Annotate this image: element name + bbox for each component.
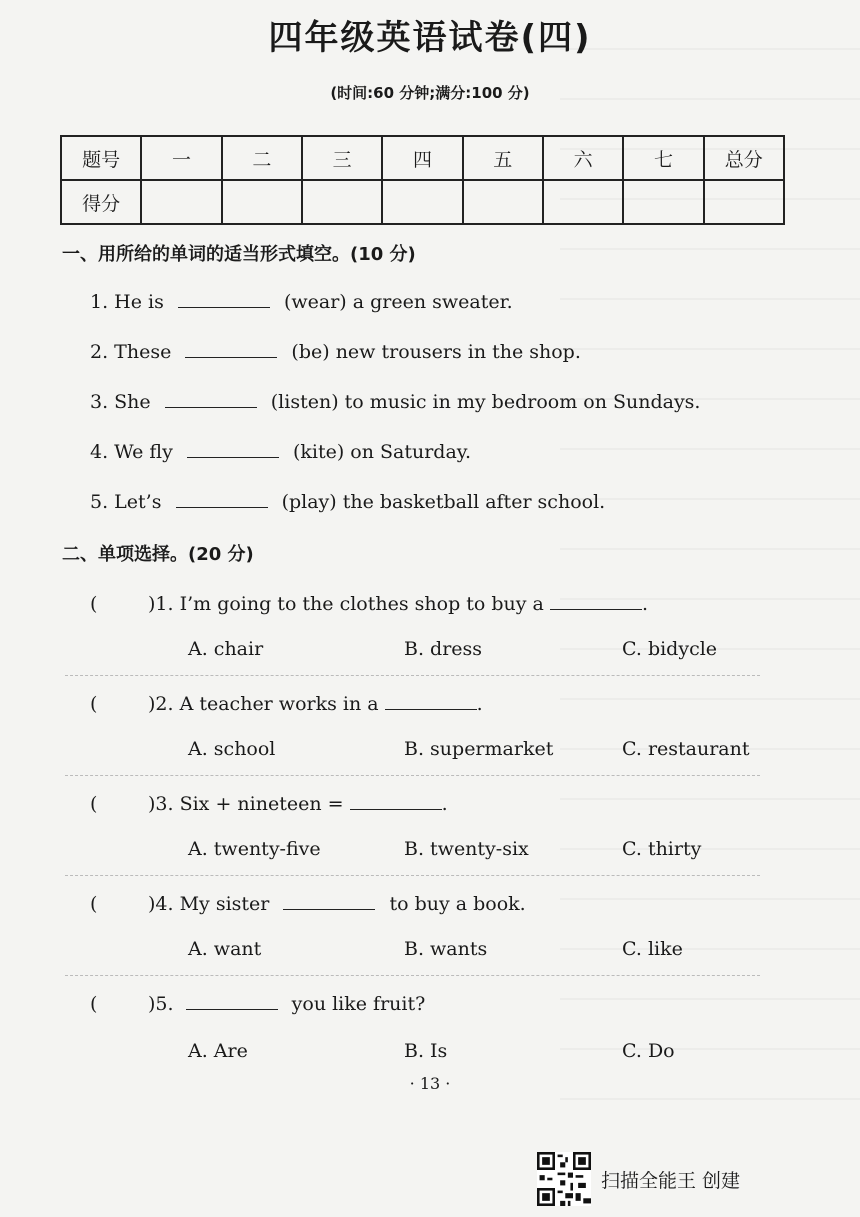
mcq-question-4	[90, 890, 526, 915]
question-text: I’m going to the clothes shop to buy a	[179, 593, 544, 615]
answer-paren[interactable]: (	[90, 593, 98, 615]
option-a[interactable]: A. Are	[188, 1040, 248, 1062]
mcq-question-1	[90, 590, 648, 615]
question-number: )3.	[148, 793, 174, 815]
score-cell-3: 三	[302, 136, 382, 180]
divider	[65, 975, 760, 976]
option-b[interactable]: B. dress	[404, 638, 483, 660]
score-table	[60, 135, 785, 225]
fill-item-hint: (be) new trousers in the shop.	[291, 341, 581, 363]
fill-item-hint: (kite) on Saturday.	[292, 441, 472, 463]
page-number: · 13 ·	[409, 1074, 451, 1093]
divider	[65, 775, 760, 776]
score-input-7[interactable]	[623, 180, 703, 224]
answer-blank[interactable]	[186, 990, 278, 1010]
answer-blank[interactable]	[550, 590, 642, 610]
option-c[interactable]: C. Do	[622, 1040, 675, 1062]
question-text: My sister	[179, 893, 270, 915]
option-b[interactable]: B. wants	[404, 938, 488, 960]
option-a[interactable]: A. want	[188, 938, 262, 960]
mcq-question-2	[90, 690, 483, 715]
score-input-1[interactable]	[141, 180, 221, 224]
answer-blank[interactable]	[187, 438, 279, 458]
option-a[interactable]: A. chair	[188, 638, 264, 660]
fill-item-prefix: 3. She	[90, 391, 151, 413]
question-number: )5.	[148, 993, 174, 1015]
question-number: )2.	[148, 693, 174, 715]
answer-paren[interactable]: (	[90, 893, 98, 915]
question-text: Six + nineteen =	[179, 793, 344, 815]
question-text-tail: .	[476, 693, 483, 715]
fill-item-1	[90, 288, 513, 313]
answer-paren[interactable]: (	[90, 993, 98, 1015]
answer-blank[interactable]	[385, 690, 477, 710]
score-cell-1: 一	[141, 136, 221, 180]
answer-blank[interactable]	[165, 388, 257, 408]
score-input-4[interactable]	[382, 180, 462, 224]
fill-item-prefix: 4. We fly	[90, 441, 173, 463]
score-input-6[interactable]	[543, 180, 623, 224]
score-input-5[interactable]	[463, 180, 543, 224]
option-b[interactable]: B. supermarket	[404, 738, 554, 760]
question-text-tail: .	[441, 793, 448, 815]
score-cell-label: 题号	[61, 136, 141, 180]
question-text-tail: you like fruit?	[291, 993, 426, 1015]
section2-heading: 二、单项选择。(20 分)	[62, 544, 254, 565]
fill-item-prefix: 5. Let’s	[90, 491, 162, 513]
scanner-watermark: 扫描全能王 创建	[601, 1170, 741, 1192]
option-c[interactable]: C. bidycle	[622, 638, 718, 660]
fill-item-hint: (wear) a green sweater.	[283, 291, 513, 313]
fill-item-hint: (listen) to music in my bedroom on Sundays.	[270, 391, 701, 413]
score-cell-4: 四	[382, 136, 462, 180]
fill-item-hint: (play) the basketball after school.	[281, 491, 606, 513]
question-number: )1.	[148, 593, 174, 615]
fill-item-2	[90, 338, 581, 363]
question-text-tail: .	[641, 593, 648, 615]
question-text: A teacher works in a	[179, 693, 379, 715]
option-a[interactable]: A. school	[188, 738, 276, 760]
score-table-score-row	[61, 180, 784, 224]
answer-blank[interactable]	[185, 338, 277, 358]
option-b[interactable]: B. twenty-six	[404, 838, 529, 860]
fill-item-4	[90, 438, 471, 463]
exam-subtitle: (时间:60 分钟;满分:100 分)	[330, 84, 530, 102]
answer-blank[interactable]	[283, 890, 375, 910]
answer-paren[interactable]: (	[90, 793, 98, 815]
option-b[interactable]: B. Is	[404, 1040, 448, 1062]
mcq-question-5	[90, 990, 425, 1015]
answer-paren[interactable]: (	[90, 693, 98, 715]
score-cell-7: 七	[623, 136, 703, 180]
mcq-question-3	[90, 790, 448, 815]
score-cell-5: 五	[463, 136, 543, 180]
option-c[interactable]: C. restaurant	[622, 738, 750, 760]
score-row-label: 得分	[61, 180, 141, 224]
option-c[interactable]: C. thirty	[622, 838, 702, 860]
option-c[interactable]: C. like	[622, 938, 683, 960]
score-input-3[interactable]	[302, 180, 382, 224]
answer-blank[interactable]	[350, 790, 442, 810]
fill-item-5	[90, 488, 605, 513]
fill-item-prefix: 1. He is	[90, 291, 164, 313]
fill-item-prefix: 2. These	[90, 341, 172, 363]
divider	[65, 875, 760, 876]
score-input-2[interactable]	[222, 180, 302, 224]
score-cell-6: 六	[543, 136, 623, 180]
fill-item-3	[90, 388, 700, 413]
answer-blank[interactable]	[176, 488, 268, 508]
exam-title: 四年级英语试卷(四)	[268, 18, 592, 58]
section1-heading: 一、用所给的单词的适当形式填空。(10 分)	[62, 244, 416, 265]
question-text-tail: to buy a book.	[389, 893, 526, 915]
score-input-total[interactable]	[704, 180, 784, 224]
score-table-header-row	[61, 136, 784, 180]
answer-blank[interactable]	[178, 288, 270, 308]
score-cell-2: 二	[222, 136, 302, 180]
score-cell-total: 总分	[704, 136, 784, 180]
option-a[interactable]: A. twenty-five	[188, 838, 321, 860]
divider	[65, 675, 760, 676]
qr-code-icon	[537, 1152, 591, 1206]
question-number: )4.	[148, 893, 174, 915]
